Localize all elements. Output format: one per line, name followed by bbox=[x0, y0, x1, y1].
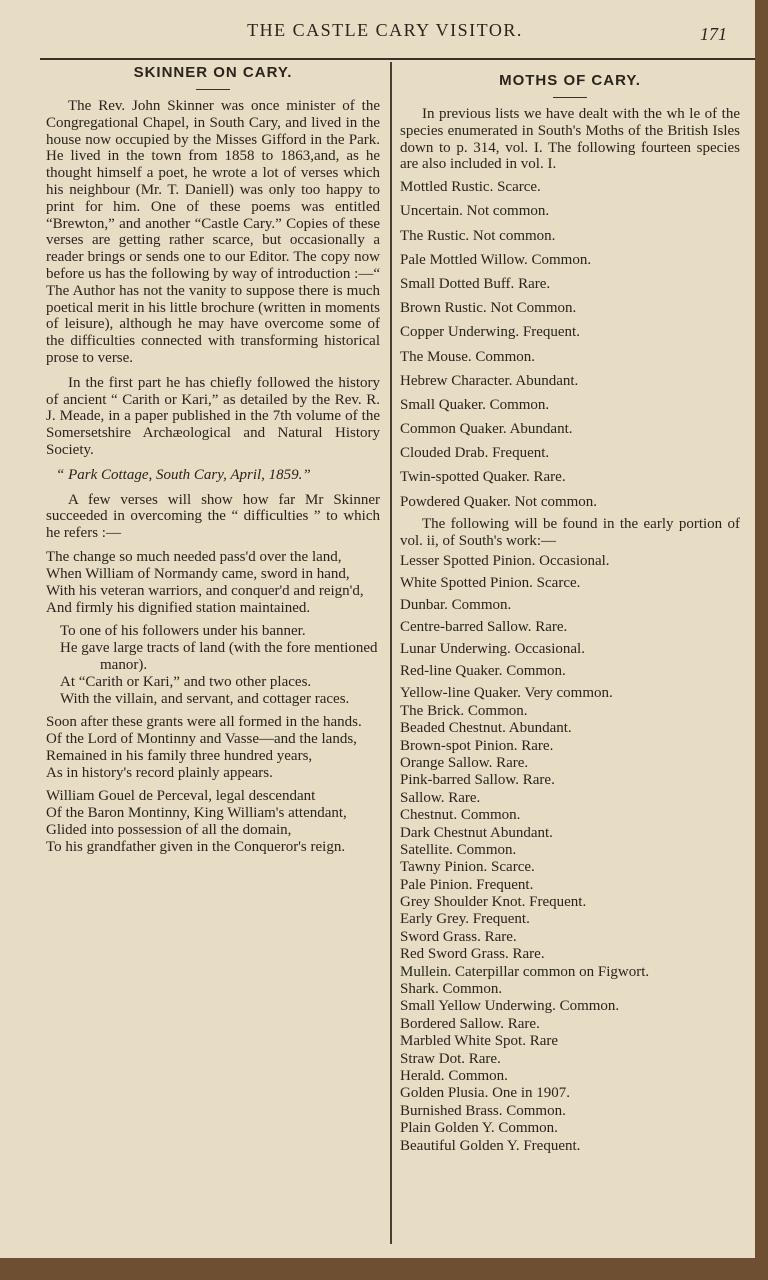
moth-status: Common. bbox=[467, 702, 528, 719]
moth-entry bbox=[400, 1033, 740, 1050]
moth-status: Common. bbox=[448, 1068, 508, 1084]
moth-status: Caterpillar common on Figwort. bbox=[455, 963, 650, 980]
moths-intro-vol2: The following will be found in the early portion of vol. ii, of South's work:— bbox=[400, 515, 740, 549]
verse-line: Remained in his family three hundred years, bbox=[46, 747, 313, 764]
moth-entry bbox=[400, 859, 740, 876]
verse-stanza bbox=[46, 549, 380, 617]
verse-line: When William of Normandy came, sword in hand, bbox=[46, 565, 350, 582]
verse-line: At “Carith or Kari,” and two other places. bbox=[60, 673, 312, 690]
moth-status: Frequent. bbox=[492, 445, 550, 462]
heading-rule bbox=[553, 97, 587, 98]
moth-status: Frequent. bbox=[476, 876, 534, 893]
verse-line: As in history's record plainly appears. bbox=[46, 764, 273, 781]
verse-stanza bbox=[46, 623, 380, 708]
moth-name: Brown-spot Pinion. bbox=[400, 737, 518, 754]
moth-entry bbox=[400, 300, 740, 317]
moth-status: Occasional. bbox=[539, 553, 610, 570]
moth-status: Very common. bbox=[524, 685, 613, 702]
moth-entry bbox=[400, 324, 740, 341]
running-title: THE CASTLE CARY VISITOR. bbox=[247, 20, 523, 40]
moth-entry bbox=[400, 1085, 740, 1102]
moth-name: Small Yellow Underwing. bbox=[400, 998, 556, 1015]
moth-entry bbox=[400, 772, 740, 789]
moth-name: Plain Golden Y. bbox=[400, 1120, 495, 1137]
verse-line: Soon after these grants were all formed in the hands. bbox=[46, 713, 362, 730]
moth-status: Rare. bbox=[507, 1015, 540, 1032]
article-paragraph: In the first part he has chiefly followed the history of ancient “ Carith or Kari,” as detailed by the Rev. R. J. Meade, in a paper published in the 7th volume of the Somersetshire Archæological and Natural History Society. bbox=[46, 374, 380, 458]
moth-entry bbox=[400, 911, 740, 928]
moth-status: Scarce. bbox=[536, 575, 581, 592]
header-rule bbox=[40, 58, 755, 60]
moth-entry bbox=[400, 1103, 740, 1120]
moth-name: Golden Plusia. bbox=[400, 1085, 489, 1102]
verse-line: To his grandfather given in the Conqueror's reign. bbox=[46, 838, 346, 855]
moth-name: Beaded Chestnut. bbox=[400, 720, 506, 737]
left-column bbox=[46, 62, 380, 862]
moth-name: Grey Shoulder Knot. bbox=[400, 894, 526, 911]
moth-name: Uncertain. bbox=[400, 203, 463, 220]
moth-status: Common. bbox=[451, 597, 512, 614]
moth-name: Red Sword Grass. bbox=[400, 946, 509, 963]
moth-entry bbox=[400, 1120, 740, 1137]
moth-entry bbox=[400, 228, 740, 245]
moth-name: Herald. bbox=[400, 1068, 445, 1084]
moth-name: Shark. bbox=[400, 981, 439, 998]
moth-status: Common. bbox=[498, 1120, 558, 1137]
moth-entry bbox=[400, 445, 740, 462]
moth-entry bbox=[400, 553, 740, 570]
moth-status: One in 1907. bbox=[492, 1085, 571, 1102]
heading-rule bbox=[196, 89, 230, 90]
moth-status: Frequent. bbox=[472, 911, 530, 928]
moth-name: Powdered Quaker. bbox=[400, 493, 511, 510]
moth-entry bbox=[400, 1051, 740, 1068]
verse-line: He gave large tracts of land (with the fore mentioned manor). bbox=[60, 639, 378, 673]
moth-status: Rare. bbox=[468, 1050, 501, 1067]
moth-status: Common. bbox=[506, 663, 566, 680]
moth-entry bbox=[400, 179, 740, 196]
moth-status: Abundant. bbox=[515, 372, 579, 389]
moth-name: The Mouse. bbox=[400, 348, 472, 365]
moth-name: Twin-spotted Quaker. bbox=[400, 469, 530, 486]
moth-name: Beautiful Golden Y. bbox=[400, 1137, 520, 1154]
moth-name: Common Quaker. bbox=[400, 421, 507, 438]
verse-line: The change so much needed pass'd over the land, bbox=[46, 548, 342, 565]
moth-status: Rare. bbox=[521, 737, 554, 754]
moth-entry bbox=[400, 641, 740, 658]
moth-status: Common. bbox=[559, 998, 620, 1015]
moth-name: White Spotted Pinion. bbox=[400, 575, 533, 592]
page-number: 171 bbox=[700, 24, 727, 44]
moth-status: Rare. bbox=[535, 619, 568, 636]
moth-status: Scarce. bbox=[497, 179, 541, 196]
moth-entry bbox=[400, 421, 740, 438]
moth-name: Mottled Rustic. bbox=[400, 179, 494, 196]
moth-status: Common. bbox=[456, 841, 517, 858]
moth-entry bbox=[400, 252, 740, 269]
moth-entry bbox=[400, 842, 740, 859]
moth-status: Rare. bbox=[512, 946, 545, 963]
moth-entry bbox=[400, 894, 740, 911]
moth-status: Rare. bbox=[522, 772, 555, 789]
moth-entry bbox=[400, 946, 740, 963]
moth-name: Hebrew Character. bbox=[400, 372, 513, 389]
moth-name: Copper Underwing. bbox=[400, 324, 520, 341]
moth-entry bbox=[400, 825, 740, 842]
moth-name: Tawny Pinion. bbox=[400, 859, 488, 876]
moth-name: Lesser Spotted Pinion. bbox=[400, 553, 536, 570]
moth-name: Yellow-line Quaker. bbox=[400, 685, 521, 702]
moth-name: Pale Pinion. bbox=[400, 876, 473, 893]
moth-entry bbox=[400, 349, 740, 366]
moth-entry bbox=[400, 597, 740, 614]
moth-status: Common. bbox=[460, 807, 521, 824]
moth-entry bbox=[400, 738, 740, 755]
moth-status: Not common. bbox=[466, 203, 550, 220]
moth-status: Common. bbox=[475, 348, 535, 365]
moth-name: Red-line Quaker. bbox=[400, 663, 503, 680]
moth-status: Scarce. bbox=[491, 859, 535, 876]
moth-entry bbox=[400, 807, 740, 824]
article-heading-moths: MOTHS OF CARY. bbox=[499, 72, 641, 89]
moth-name: Bordered Sallow. bbox=[400, 1015, 505, 1032]
moth-status: Occasional. bbox=[514, 641, 585, 658]
moth-name: Centre-barred Sallow. bbox=[400, 619, 532, 636]
moth-name: Clouded Drab. bbox=[400, 445, 489, 462]
moth-name: Lunar Underwing. bbox=[400, 641, 511, 658]
moth-status: Abundant. bbox=[508, 720, 572, 737]
moth-name: Sallow. bbox=[400, 789, 445, 806]
right-column bbox=[400, 62, 740, 1155]
moth-name: Chestnut. bbox=[400, 807, 458, 824]
column-divider bbox=[390, 62, 392, 1244]
moth-status: Abundant. bbox=[490, 824, 553, 841]
moth-name: Burnished Brass. bbox=[400, 1102, 503, 1119]
moth-name: Early Grey. bbox=[400, 911, 469, 928]
moth-entry bbox=[400, 981, 740, 998]
moth-status: Frequent. bbox=[522, 324, 580, 341]
article-paragraph: The Rev. John Skinner was once minister of the Congregational Chapel, in South Cary, and lived in the house now occupied by the Misses Gifford in the Park. He lived in the town from 1858 to 1863,and, as he thought himself a poet, he wrote a lot of verses which his neighbour (Mr. T. Daniell) was only too happy to print for him. One of these poems was entitled “Brewton,” and another “Castle Cary.” Copies of these verses are getting rather scarce, but occasionally a reader brings or sends one to our Editor. The copy now before us has the following by way of introduction :—“ The Author has not the vanity to suppose there is much poetical merit in his little brochure (written in moments of leisure), although he may have overcome some of the difficulties connected with transforming historical prose to verse. bbox=[46, 98, 380, 366]
moth-entry bbox=[400, 619, 740, 636]
moth-entry bbox=[400, 575, 740, 592]
moth-status: Rare. bbox=[533, 469, 566, 486]
moth-entry bbox=[400, 203, 740, 220]
moth-status: Rare. bbox=[518, 275, 551, 292]
verse-line: With the villain, and servant, and cottager races. bbox=[60, 690, 350, 707]
verse-stanza bbox=[46, 788, 380, 856]
moth-name: The Rustic. bbox=[400, 227, 470, 244]
moth-entry bbox=[400, 877, 740, 894]
moth-entry bbox=[400, 964, 740, 981]
moth-entry bbox=[400, 720, 740, 737]
verse-line: Of the Lord of Montinny and Vasse—and the lands, bbox=[46, 730, 357, 747]
article-heading-skinner: SKINNER ON CARY. bbox=[133, 64, 293, 81]
moth-status: Abundant. bbox=[509, 421, 573, 438]
verse-line: With his veteran warriors, and conquer'd and reign'd, bbox=[46, 582, 364, 599]
moth-entry bbox=[400, 276, 740, 293]
moth-status: Frequent. bbox=[523, 1137, 581, 1154]
moth-status: Frequent. bbox=[529, 894, 587, 911]
verse-stanza bbox=[46, 714, 380, 782]
moth-list-vol2a bbox=[400, 553, 740, 680]
moth-name: Small Quaker. bbox=[400, 396, 486, 413]
page-header bbox=[0, 0, 755, 62]
moth-entry bbox=[400, 703, 740, 720]
moth-status: Common. bbox=[489, 396, 550, 413]
verse-line: Glided into possession of all the domain, bbox=[46, 821, 292, 838]
moth-name: Sword Grass. bbox=[400, 928, 481, 945]
dateline: “ Park Cottage, South Cary, April, 1859.” bbox=[56, 466, 311, 483]
verse-block bbox=[46, 549, 380, 856]
moth-entry bbox=[400, 397, 740, 414]
article-paragraph: A few verses will show how far Mr Skinner succeeded in overcoming the “ difficulties ” to which he refers :— bbox=[46, 491, 380, 542]
moth-status: Rare. bbox=[496, 754, 529, 771]
moth-list-vol2b bbox=[400, 685, 740, 1154]
moth-list-vol1 bbox=[400, 179, 740, 510]
moth-entry bbox=[400, 755, 740, 772]
moth-name: Marbled White Spot. bbox=[400, 1033, 526, 1050]
moth-entry bbox=[400, 929, 740, 946]
moth-entry bbox=[400, 790, 740, 807]
moth-status: Common. bbox=[531, 251, 592, 268]
moth-status: Common. bbox=[506, 1102, 566, 1119]
moth-entry bbox=[400, 1068, 740, 1085]
verse-line: Of the Baron Montinny, King William's attendant, bbox=[46, 804, 347, 821]
moth-entry bbox=[400, 1016, 740, 1033]
moth-entry bbox=[400, 373, 740, 390]
moth-name: Orange Sallow. bbox=[400, 754, 493, 771]
moth-name: Small Dotted Buff. bbox=[400, 275, 515, 292]
moth-name: Satellite. bbox=[400, 841, 453, 858]
moth-entry bbox=[400, 663, 740, 680]
verse-line: To one of his followers under his banner. bbox=[60, 622, 306, 639]
moth-name: Mullein. bbox=[400, 963, 452, 980]
verse-line: William Gouel de Perceval, legal descendant bbox=[46, 787, 316, 804]
moth-status: Not common. bbox=[514, 493, 598, 510]
moth-status: Rare bbox=[529, 1033, 559, 1050]
verse-line: And firmly his dignified station maintained. bbox=[46, 599, 311, 616]
moth-entry bbox=[400, 494, 740, 511]
moth-name: The Brick. bbox=[400, 702, 465, 719]
moth-status: Rare. bbox=[448, 789, 481, 806]
moth-entry bbox=[400, 469, 740, 486]
moth-name: Brown Rustic. bbox=[400, 300, 487, 317]
moth-entry bbox=[400, 1138, 740, 1155]
moth-status: Not Common. bbox=[490, 300, 577, 317]
moths-intro: In previous lists we have dealt with the wh le of the species enumerated in South's Moths of the British Isles down to p. 314, vol. I. The following fourteen species are also included in vol. I. bbox=[400, 106, 740, 173]
moth-name: Straw Dot. bbox=[400, 1050, 465, 1067]
moth-status: Not common. bbox=[472, 227, 556, 244]
moth-entry bbox=[400, 998, 740, 1015]
moth-name: Dark Chestnut bbox=[400, 824, 488, 841]
moth-status: Common. bbox=[442, 981, 503, 998]
moth-entry bbox=[400, 685, 740, 702]
moth-name: Dunbar. bbox=[400, 597, 448, 614]
moth-status: Rare. bbox=[484, 928, 517, 945]
moth-name: Pale Mottled Willow. bbox=[400, 251, 528, 268]
moth-name: Pink-barred Sallow. bbox=[400, 772, 520, 789]
